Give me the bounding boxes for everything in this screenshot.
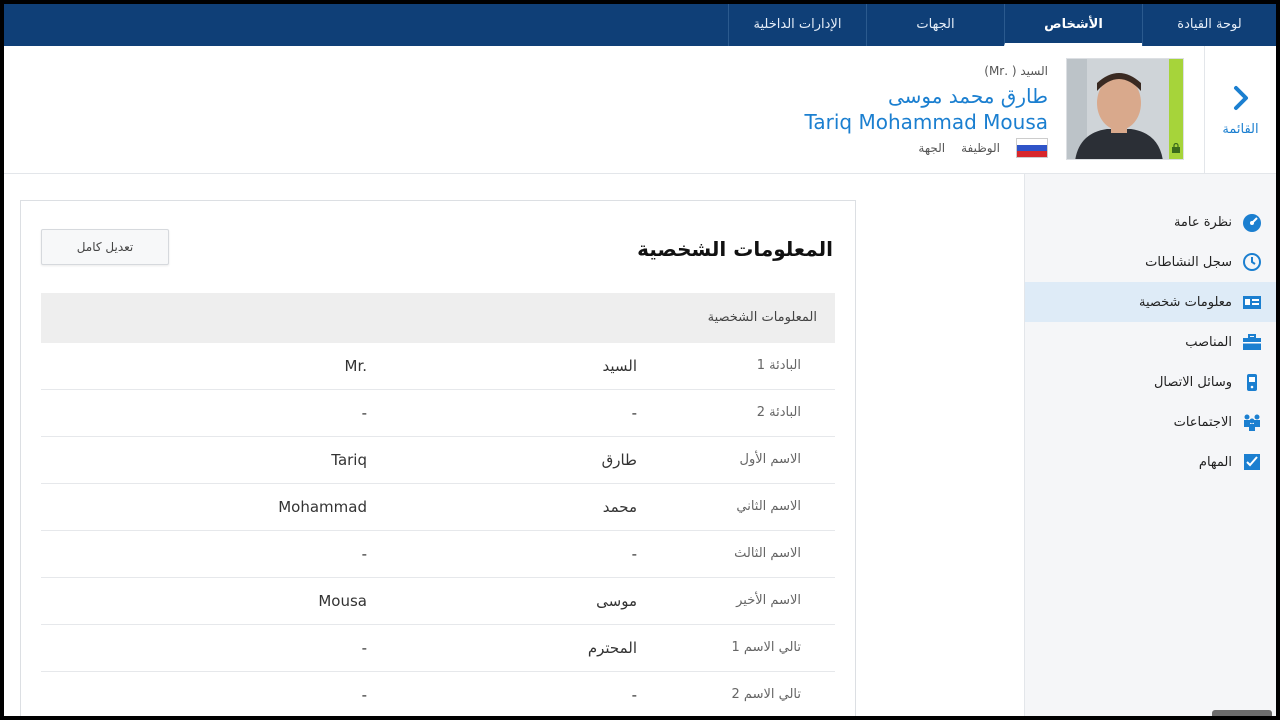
field-label: تالي الاسم 1 — [731, 640, 801, 655]
sidebar-item-personal-info[interactable] — [1025, 282, 1276, 322]
field-value-english: - — [361, 545, 367, 563]
table-row — [41, 672, 835, 716]
app-window — [4, 4, 1276, 716]
sidebar-item-contacts[interactable] — [1025, 362, 1276, 402]
tab-dashboard[interactable]: لوحة القيادة — [1142, 4, 1276, 46]
field-label: تالي الاسم 2 — [731, 687, 801, 702]
sidebar-item-positions[interactable] — [1025, 322, 1276, 362]
card-title: المعلومات الشخصية — [637, 237, 833, 261]
flag-icon — [1016, 138, 1048, 158]
field-value-english: - — [361, 639, 367, 657]
id-card-icon — [1240, 290, 1264, 314]
name-arabic: طارق محمد موسى — [887, 84, 1048, 108]
table-row — [41, 531, 835, 578]
field-value-english: - — [361, 686, 367, 704]
field-value-arabic: موسى — [596, 592, 637, 610]
top-navigation — [4, 4, 1276, 46]
sidebar-item-label: معلومات شخصية — [1139, 294, 1232, 310]
avatar-icon — [1067, 59, 1171, 160]
sidebar-item-meetings[interactable] — [1025, 402, 1276, 442]
briefcase-icon — [1240, 330, 1264, 354]
field-label: الاسم الثالث — [734, 546, 801, 561]
sidebar-item-label: سجل النشاطات — [1145, 254, 1232, 270]
field-value-arabic: - — [631, 545, 637, 563]
table-row — [41, 437, 835, 484]
entity-label: الجهة — [918, 141, 946, 155]
field-value-english: Mohammad — [278, 498, 367, 516]
field-value-arabic: المحترم — [587, 639, 637, 657]
full-edit-button[interactable]: تعديل كامل — [41, 229, 169, 265]
salutation: السيد ( .Mr) — [984, 64, 1048, 78]
field-value-arabic: - — [631, 404, 637, 422]
field-label: البادئة 1 — [756, 358, 801, 373]
back-to-list-button[interactable] — [1204, 46, 1276, 174]
profile-meta — [648, 138, 1048, 158]
table-row — [41, 625, 835, 672]
field-value-arabic: محمد — [602, 498, 637, 516]
sidebar-item-activity-log[interactable] — [1025, 242, 1276, 282]
field-value-english: Mousa — [318, 592, 367, 610]
field-label: الاسم الثاني — [736, 499, 801, 514]
field-value-english: - — [361, 404, 367, 422]
personal-info-card — [20, 200, 856, 716]
section-header: المعلومات الشخصية — [41, 293, 835, 343]
job-label: الوظيفة — [961, 141, 1000, 155]
dashboard-icon — [1240, 210, 1264, 234]
clock-icon — [1240, 250, 1264, 274]
sidebar-item-label: نظرة عامة — [1173, 214, 1232, 230]
field-label: الاسم الأول — [739, 452, 801, 467]
field-value-english: Tariq — [331, 451, 367, 469]
personal-info-table — [41, 343, 835, 716]
name-english: Tariq Mohammad Mousa — [804, 110, 1048, 134]
chevron-right-icon — [1231, 84, 1251, 112]
tab-entities[interactable]: الجهات — [866, 4, 1004, 46]
profile-photo[interactable] — [1066, 58, 1184, 160]
tab-internal-departments[interactable]: الإدارات الداخلية — [728, 4, 866, 46]
field-value-arabic: - — [631, 686, 637, 704]
field-value-arabic: السيد — [602, 357, 637, 375]
table-row — [41, 578, 835, 625]
people-icon — [1240, 410, 1264, 434]
task-icon — [1240, 450, 1264, 474]
sidebar-item-overview[interactable] — [1025, 202, 1276, 242]
field-label: الاسم الأخير — [736, 593, 801, 608]
table-row — [41, 343, 835, 390]
field-label: البادئة 2 — [756, 405, 801, 420]
scrollbar-thumb[interactable] — [1212, 710, 1272, 716]
field-value-arabic: طارق — [601, 451, 637, 469]
sidebar-item-label: المناصب — [1185, 334, 1232, 350]
table-row — [41, 390, 835, 437]
back-label: القائمة — [1222, 122, 1259, 137]
sidebar-item-label: المهام — [1198, 454, 1232, 470]
sidebar-item-label: وسائل الاتصال — [1153, 374, 1232, 390]
lock-icon — [1171, 143, 1181, 153]
sidebar-item-tasks[interactable] — [1025, 442, 1276, 482]
table-row — [41, 484, 835, 531]
profile-sidebar — [1024, 174, 1276, 716]
tab-people[interactable]: الأشخاص — [1004, 4, 1142, 46]
field-value-english: Mr. — [344, 357, 367, 375]
phone-icon — [1240, 370, 1264, 394]
sidebar-item-label: الاجتماعات — [1173, 414, 1232, 430]
profile-name-block — [648, 64, 1048, 158]
profile-header — [4, 46, 1276, 174]
